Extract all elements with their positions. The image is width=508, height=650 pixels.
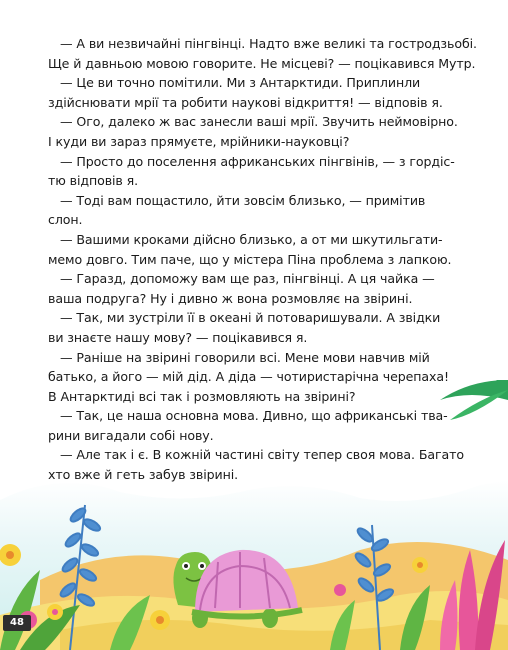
palm-leaves bbox=[440, 380, 508, 420]
text-line: — Тоді вам пощастило, йти зовсім близько, — примітив bbox=[60, 192, 426, 208]
text-line: — Так, це наша основна мова. Дивно, що африканські тва- bbox=[60, 408, 448, 424]
paragraph bbox=[48, 34, 477, 73]
text-line: слон. bbox=[48, 212, 83, 228]
text-line: — А ви незвичайні пінгвінці. Надто вже великі та гостродзьобі. bbox=[60, 36, 477, 51]
paragraph bbox=[48, 73, 472, 112]
text-line: — Раніше на звірині говорили всі. Мене мови навчив мій bbox=[60, 349, 430, 365]
text-line: — Так, ми зустріли її в океані й потоваришували. А звідки bbox=[60, 310, 441, 326]
yellow-flower bbox=[150, 610, 170, 630]
text-line: ви знаєте нашу мову? — поцікавився я. bbox=[48, 329, 308, 345]
text-line: рини вигадали собі нову. bbox=[48, 427, 214, 443]
paragraph bbox=[48, 308, 472, 347]
text-line: мемо довго. Тим паче, що у містера Піна проблема з лапкою. bbox=[48, 251, 452, 267]
text-line: — Це ви точно помітили. Ми з Антарктиди. Приплинли bbox=[60, 75, 421, 91]
text-line: — Гаразд, допоможу вам ще раз, пінгвінці. А ця чайка — bbox=[60, 271, 435, 287]
paragraph bbox=[48, 191, 472, 230]
text-line: тю відповів я. bbox=[48, 173, 139, 189]
text-line: — Але так і є. В кожній частині світу тепер своя мова. Багато bbox=[60, 447, 464, 463]
text-line: Ще й давньою мовою говорите. Не місцеві? — поцікавився Мутр. bbox=[48, 55, 476, 71]
paragraph bbox=[48, 269, 472, 308]
text-line: ваша подруга? Ну і дивно ж вона розмовляє на звірині. bbox=[48, 290, 413, 306]
text-line: — Ого, далеко ж вас занесли ваші мрії. Звучить неймовірно. bbox=[60, 114, 458, 130]
paragraph bbox=[48, 152, 472, 191]
page-number: 48 bbox=[3, 615, 31, 631]
text-line: батько, а його — мій дід. А діда — чотиристарічна черепаха! bbox=[48, 369, 449, 385]
text-line: В Антарктиді всі так і розмовляють на звірині? bbox=[48, 388, 356, 404]
paragraph bbox=[48, 230, 472, 269]
text-line: — Вашими кроками дійсно близько, а от ми шкутильгати- bbox=[60, 231, 443, 247]
jungle-illustration bbox=[0, 380, 508, 650]
text-line: — Просто до поселення африканських пінгвінів, — з гордіс- bbox=[60, 153, 455, 169]
text-line: І куди ви зараз прямуєте, мрійники-науковці? bbox=[48, 133, 350, 149]
paragraph bbox=[48, 112, 472, 151]
text-line: хто вже й геть забув звірині. bbox=[48, 467, 239, 483]
text-line: здійснювати мрії та робити наукові відкриття! — відповів я. bbox=[48, 94, 443, 110]
